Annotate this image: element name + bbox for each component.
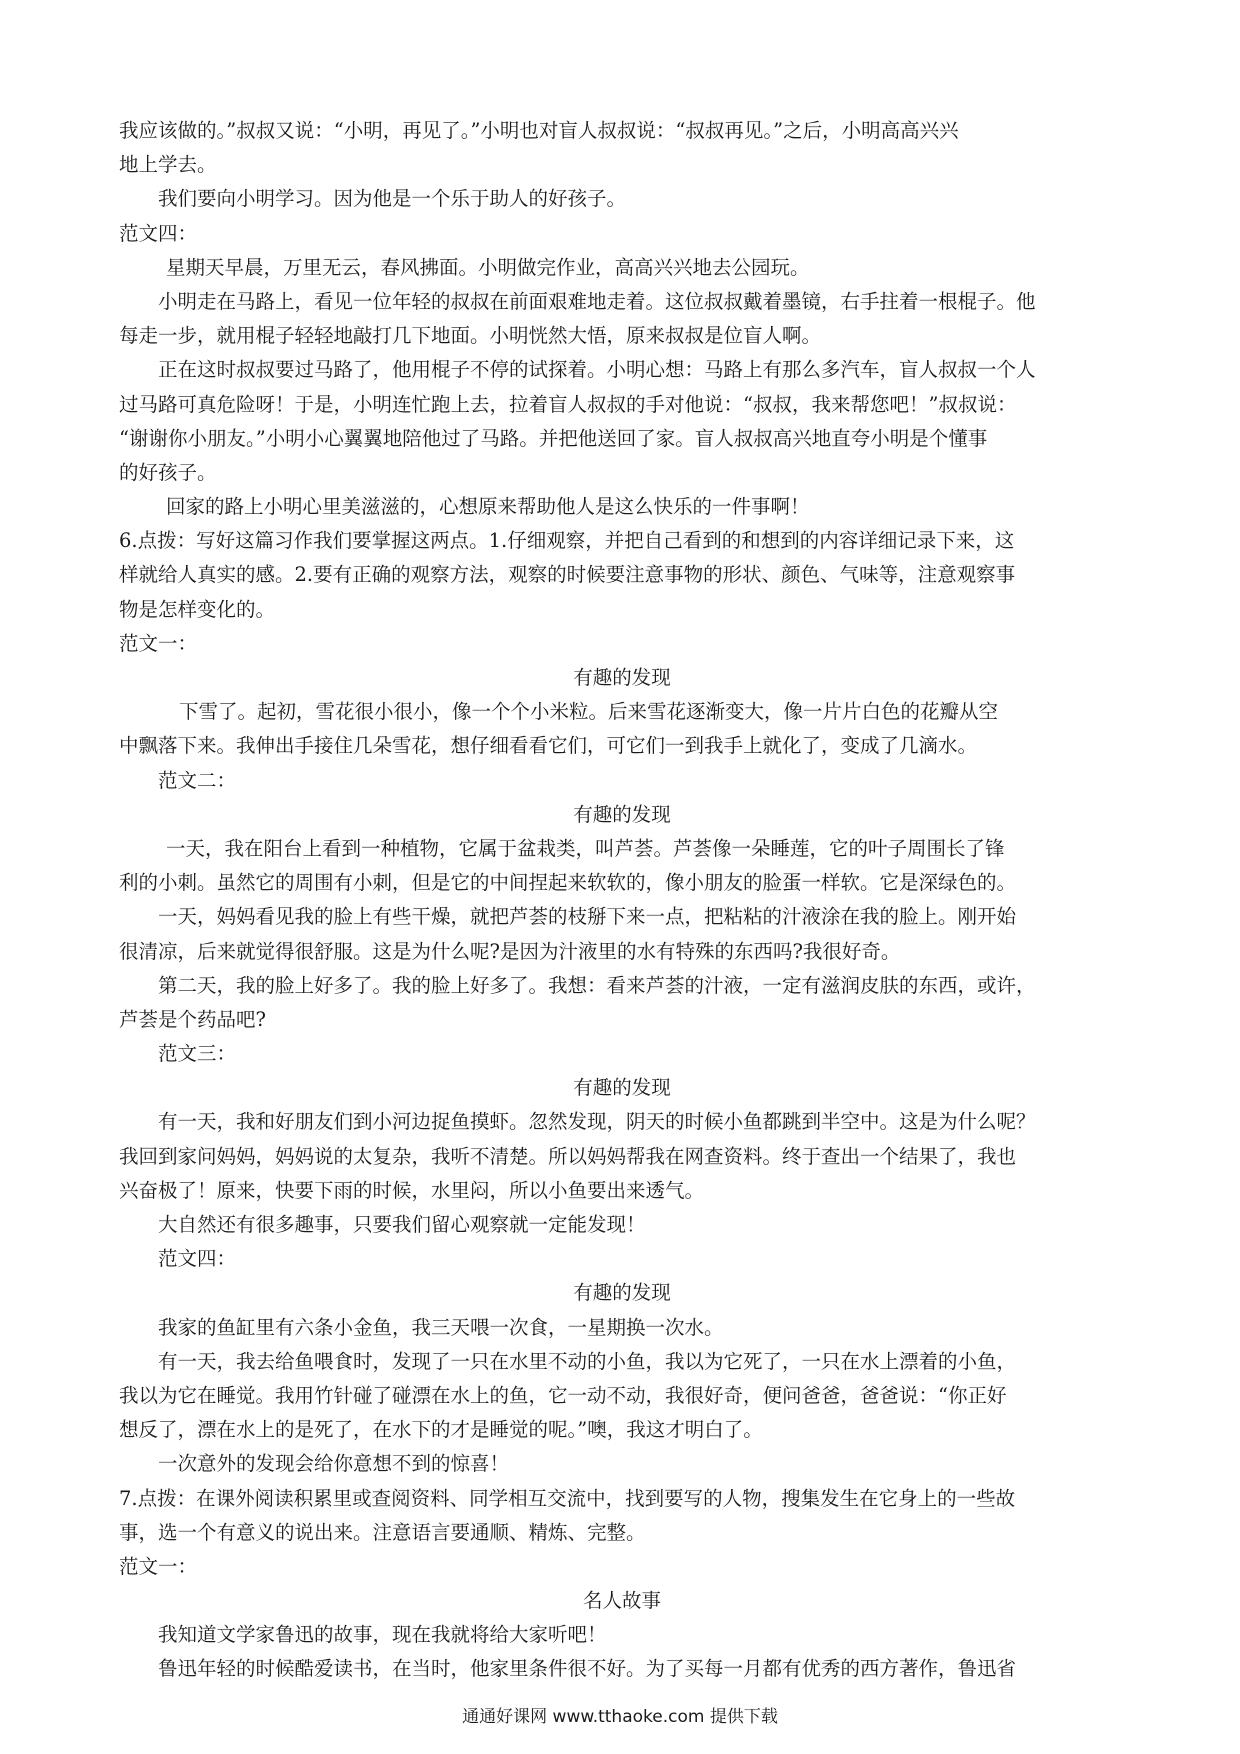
text-line: 地上学去。 [119, 153, 217, 177]
text-line: 有一天，我和好朋友们到小河边捉鱼摸虾。忽然发现，阴天的时候小鱼都跳到半空中。这是为什么呢？ [158, 1110, 1036, 1134]
essay-title: 名人故事 [582, 1589, 661, 1613]
text-line: 下雪了。起初，雪花很小很小，像一个个小米粒。后来雪花逐渐变大，像一片片白色的花瓣从空 [179, 700, 999, 724]
page-footer: 通通好课网 www.tthaoke.com 提供下载 [462, 1707, 778, 1727]
text-line: 一天，我在阳台上看到一种植物，它属于盆栽类，叫芦荟。芦荟像一朵睡莲，它的叶子周围长了锋 [166, 836, 1005, 860]
text-line: 第二天，我的脸上好多了。我的脸上好多了。我想：看来芦荟的汁液，一定有滋润皮肤的东西，或许， [158, 973, 1036, 997]
text-line: 我回到家问妈妈，妈妈说的太复杂，我听不清楚。所以妈妈帮我在网查资料。终于查出一个结果了，我也 [119, 1144, 1017, 1168]
text-line: 兴奋极了！原来，快要下雨的时候，水里闷，所以小鱼要出来透气。 [119, 1178, 705, 1202]
essay-title: 有趣的发现 [573, 666, 671, 689]
text-line: 星期天早晨，万里无云，春风拂面。小明做完作业，高高兴兴地去公园玩。 [166, 255, 810, 279]
text-line: 样就给人真实的感。2.要有正确的观察方法，观察的时候要注意事物的形状、颜色、气味等，注意观察事 [119, 563, 1016, 587]
essay-title: 有趣的发现 [573, 1076, 671, 1100]
text-line: 物是怎样变化的。 [119, 597, 276, 621]
text-line: 范文二： [158, 768, 237, 792]
text-line: 范文三： [158, 1042, 237, 1066]
text-line: 每走一步，就用棍子轻轻地敲打几下地面。小明恍然大悟，原来叔叔是位盲人啊。 [119, 324, 822, 348]
text-line: 过马路可真危险呀！于是，小明连忙跑上去，拉着盲人叔叔的手对他说：“叔叔，我来帮您吧！”叔叔说： [119, 392, 1017, 416]
text-line: 7.点拨：在课外阅读积累里或查阅资料、同学相互交流中，找到要写的人物，搜集发生在它身上的一些故 [119, 1486, 1016, 1510]
text-line: 鲁迅年轻的时候酷爱读书，在当时，他家里条件很不好。为了买每一月都有优秀的西方著作，鲁迅省 [158, 1657, 1017, 1681]
essay-title: 有趣的发现 [573, 1281, 671, 1305]
text-line: 的好孩子。 [119, 460, 217, 484]
text-line: 想反了，漂在水上的是死了，在水下的才是睡觉的呢。”噢，我这才明白了。 [119, 1418, 763, 1442]
text-line: “谢谢你小朋友。”小明小心翼翼地陪他过了马路。并把他送回了家。盲人叔叔高兴地直夸小明是个懂事 [119, 426, 988, 450]
text-line: 我应该做的。”叔叔又说：“小明，再见了。”小明也对盲人叔叔说：“叔叔再见。”之后，小明高高兴兴 [119, 119, 959, 142]
text-line: 利的小刺。虽然它的周围有小刺，但是它的中间捏起来软软的，像小朋友的脸蛋一样软。它是深绿色的。 [119, 871, 1017, 895]
text-line: 中飘落下来。我伸出手接住几朵雪花，想仔细看看它们，可它们一到我手上就化了，变成了几滴水。 [119, 734, 978, 758]
text-line: 事，选一个有意义的说出来。注意语言要通顺、精炼、完整。 [119, 1520, 646, 1544]
document-body [119, 114, 1125, 1687]
text-line: 一天，妈妈看见我的脸上有些干燥，就把芦荟的枝掰下来一点，把粘粘的汁液涂在我的脸上。刚开始 [158, 905, 1017, 929]
text-line: 一次意外的发现会给你意想不到的惊喜！ [158, 1452, 510, 1476]
text-line: 大自然还有很多趣事，只要我们留心观察就一定能发现！ [158, 1213, 646, 1236]
essay-title: 有趣的发现 [573, 802, 671, 826]
text-line: 6.点拨：写好这篇习作我们要掌握这两点。1.仔细观察，并把自己看到的和想到的内容详细记录下来，这 [119, 529, 1015, 553]
text-line: 范文一： [119, 631, 198, 655]
text-line: 我知道文学家鲁迅的故事，现在我就将给大家听吧！ [158, 1623, 607, 1647]
text-line: 我家的鱼缸里有六条小金鱼，我三天喂一次食，一星期换一次水。 [158, 1315, 724, 1339]
text-line: 小明走在马路上，看见一位年轻的叔叔在前面艰难地走着。这位叔叔戴着墨镜，右手拄着一根棍子。他 [158, 289, 1036, 313]
text-line: 很清凉，后来就觉得很舒服。这是为什么呢?是因为汁液里的水有特殊的东西吗?我很好奇。 [119, 939, 901, 963]
text-line: 范文四： [158, 1247, 237, 1271]
text-line: 回家的路上小明心里美滋滋的，心想原来帮助他人是这么快乐的一件事啊！ [166, 495, 810, 519]
text-line: 范文一： [119, 1554, 198, 1578]
text-line: 范文四： [119, 221, 198, 245]
text-line: 芦荟是个药品吧? [119, 1007, 266, 1031]
text-line: 我以为它在睡觉。我用竹针碰了碰漂在水上的鱼，它一动不动，我很好奇，便问爸爸，爸爸说：“你正好 [119, 1383, 1007, 1407]
text-line: 正在这时叔叔要过马路了，他用棍子不停的试探着。小明心想：马路上有那么多汽车，盲人叔叔一个人 [158, 358, 1036, 382]
text-line: 我们要向小明学习。因为他是一个乐于助人的好孩子。 [158, 187, 627, 211]
text-line: 有一天，我去给鱼喂食时，发现了一只在水里不动的小鱼，我以为它死了，一只在水上漂着的小鱼， [158, 1349, 1017, 1373]
